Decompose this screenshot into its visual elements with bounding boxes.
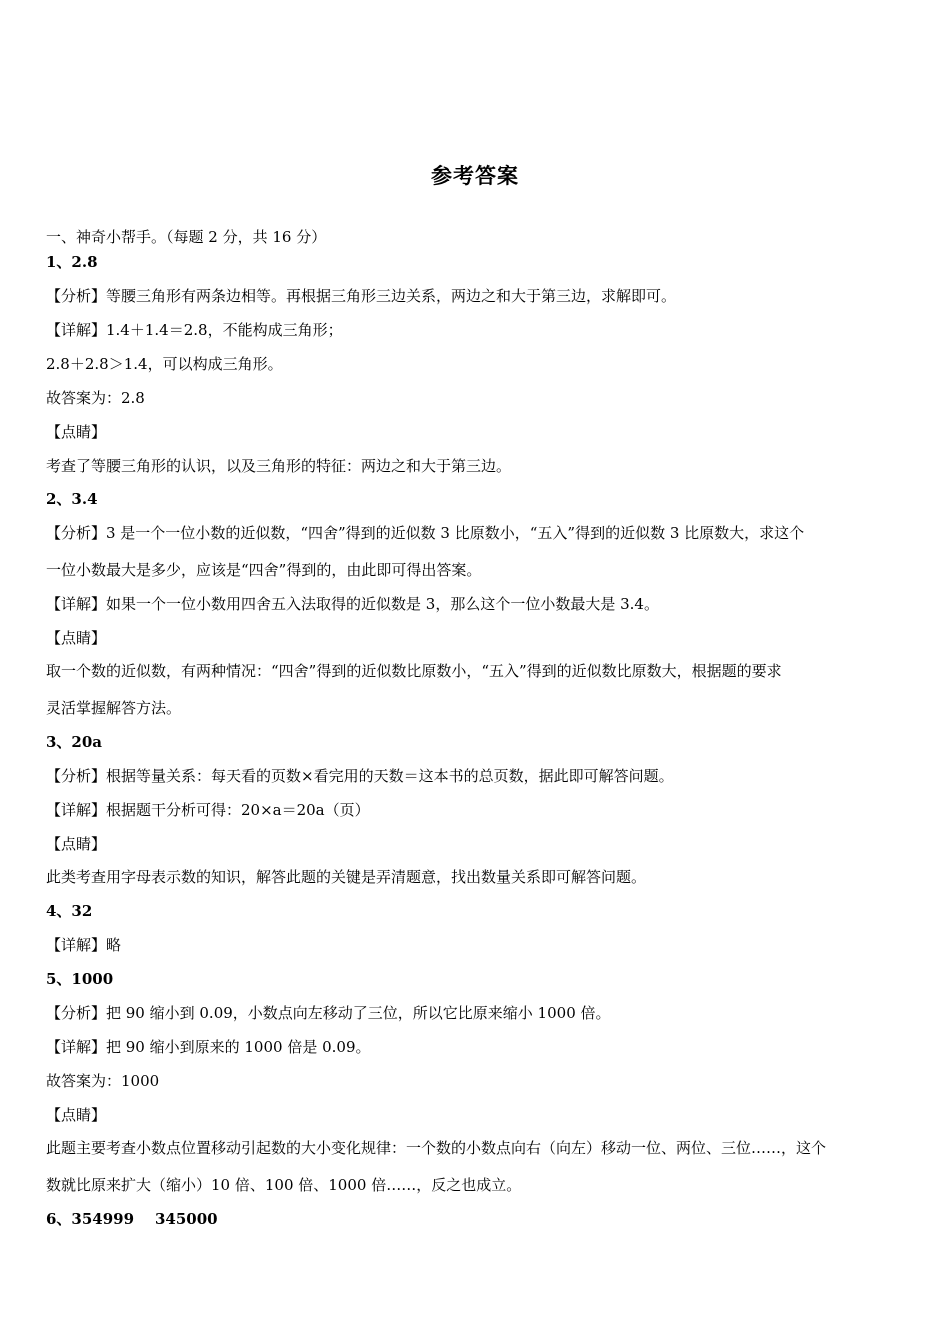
q5-answer: 故答案为：1000	[46, 1072, 160, 1090]
q3-detail: 【详解】根据题干分析可得：20×a＝20a（页）	[46, 801, 370, 819]
q5-comment-line-1: 此题主要考查小数点位置移动引起数的大小变化规律：一个数的小数点向右（向左）移动一位、两位、三位……，这个	[46, 1139, 827, 1157]
q2-comment-label: 【点睛】	[46, 629, 107, 647]
q2-analysis-line-1: 【分析】3 是一个一位小数的近似数，“四舍”得到的近似数 3 比原数小，“五入”得到的近似数 3 比原数大，求这个	[46, 524, 805, 542]
q1-analysis: 【分析】等腰三角形有两条边相等。再根据三角形三边关系，两边之和大于第三边，求解即可。	[46, 287, 677, 305]
q2-detail: 【详解】如果一个一位小数用四舍五入法取得的近似数是 3，那么这个一位小数最大是 3.4。	[46, 595, 659, 613]
page-title: 参考答案	[431, 163, 519, 188]
q3-number: 3、20a	[46, 733, 103, 751]
q1-comment: 考查了等腰三角形的认识，以及三角形的特征：两边之和大于第三边。	[46, 457, 512, 475]
q5-number: 5、1000	[46, 970, 114, 988]
q5-detail: 【详解】把 90 缩小到原来的 1000 倍是 0.09。	[46, 1038, 371, 1056]
q2-number: 2、3.4	[46, 490, 98, 508]
q1-comment-label: 【点睛】	[46, 423, 107, 441]
q5-analysis: 【分析】把 90 缩小到 0.09，小数点向左移动了三位，所以它比原来缩小 1000 倍。	[46, 1004, 611, 1022]
section-heading: 一、神奇小帮手。（每题 2 分，共 16 分）	[46, 228, 327, 246]
q6-number: 6、354999 345000	[46, 1210, 218, 1228]
q5-comment-label: 【点睛】	[46, 1106, 107, 1124]
q2-comment-line-2: 灵活掌握解答方法。	[46, 699, 182, 717]
q1-answer: 故答案为：2.8	[46, 389, 145, 407]
q4-number: 4、32	[46, 902, 93, 920]
q3-comment: 此类考查用字母表示数的知识，解答此题的关键是弄清题意，找出数量关系即可解答问题。	[46, 868, 647, 886]
q1-detail-2: 2.8＋2.8＞1.4，可以构成三角形。	[46, 355, 283, 373]
q3-comment-label: 【点睛】	[46, 835, 107, 853]
q5-comment-line-2: 数就比原来扩大（缩小）10 倍、100 倍、1000 倍……，反之也成立。	[46, 1176, 522, 1194]
q4-detail: 【详解】略	[46, 936, 122, 954]
q3-analysis: 【分析】根据等量关系：每天看的页数×看完用的天数＝这本书的总页数，据此即可解答问题。	[46, 767, 674, 785]
q2-comment-line-1: 取一个数的近似数，有两种情况：“四舍”得到的近似数比原数小，“五入”得到的近似数比原数大，根据题的要求	[46, 662, 782, 680]
q2-analysis-line-2: 一位小数最大是多少，应该是“四舍”得到的，由此即可得出答案。	[46, 561, 482, 579]
q1-detail: 【详解】1.4＋1.4＝2.8，不能构成三角形；	[46, 321, 343, 339]
q1-number: 1、2.8	[46, 253, 98, 271]
